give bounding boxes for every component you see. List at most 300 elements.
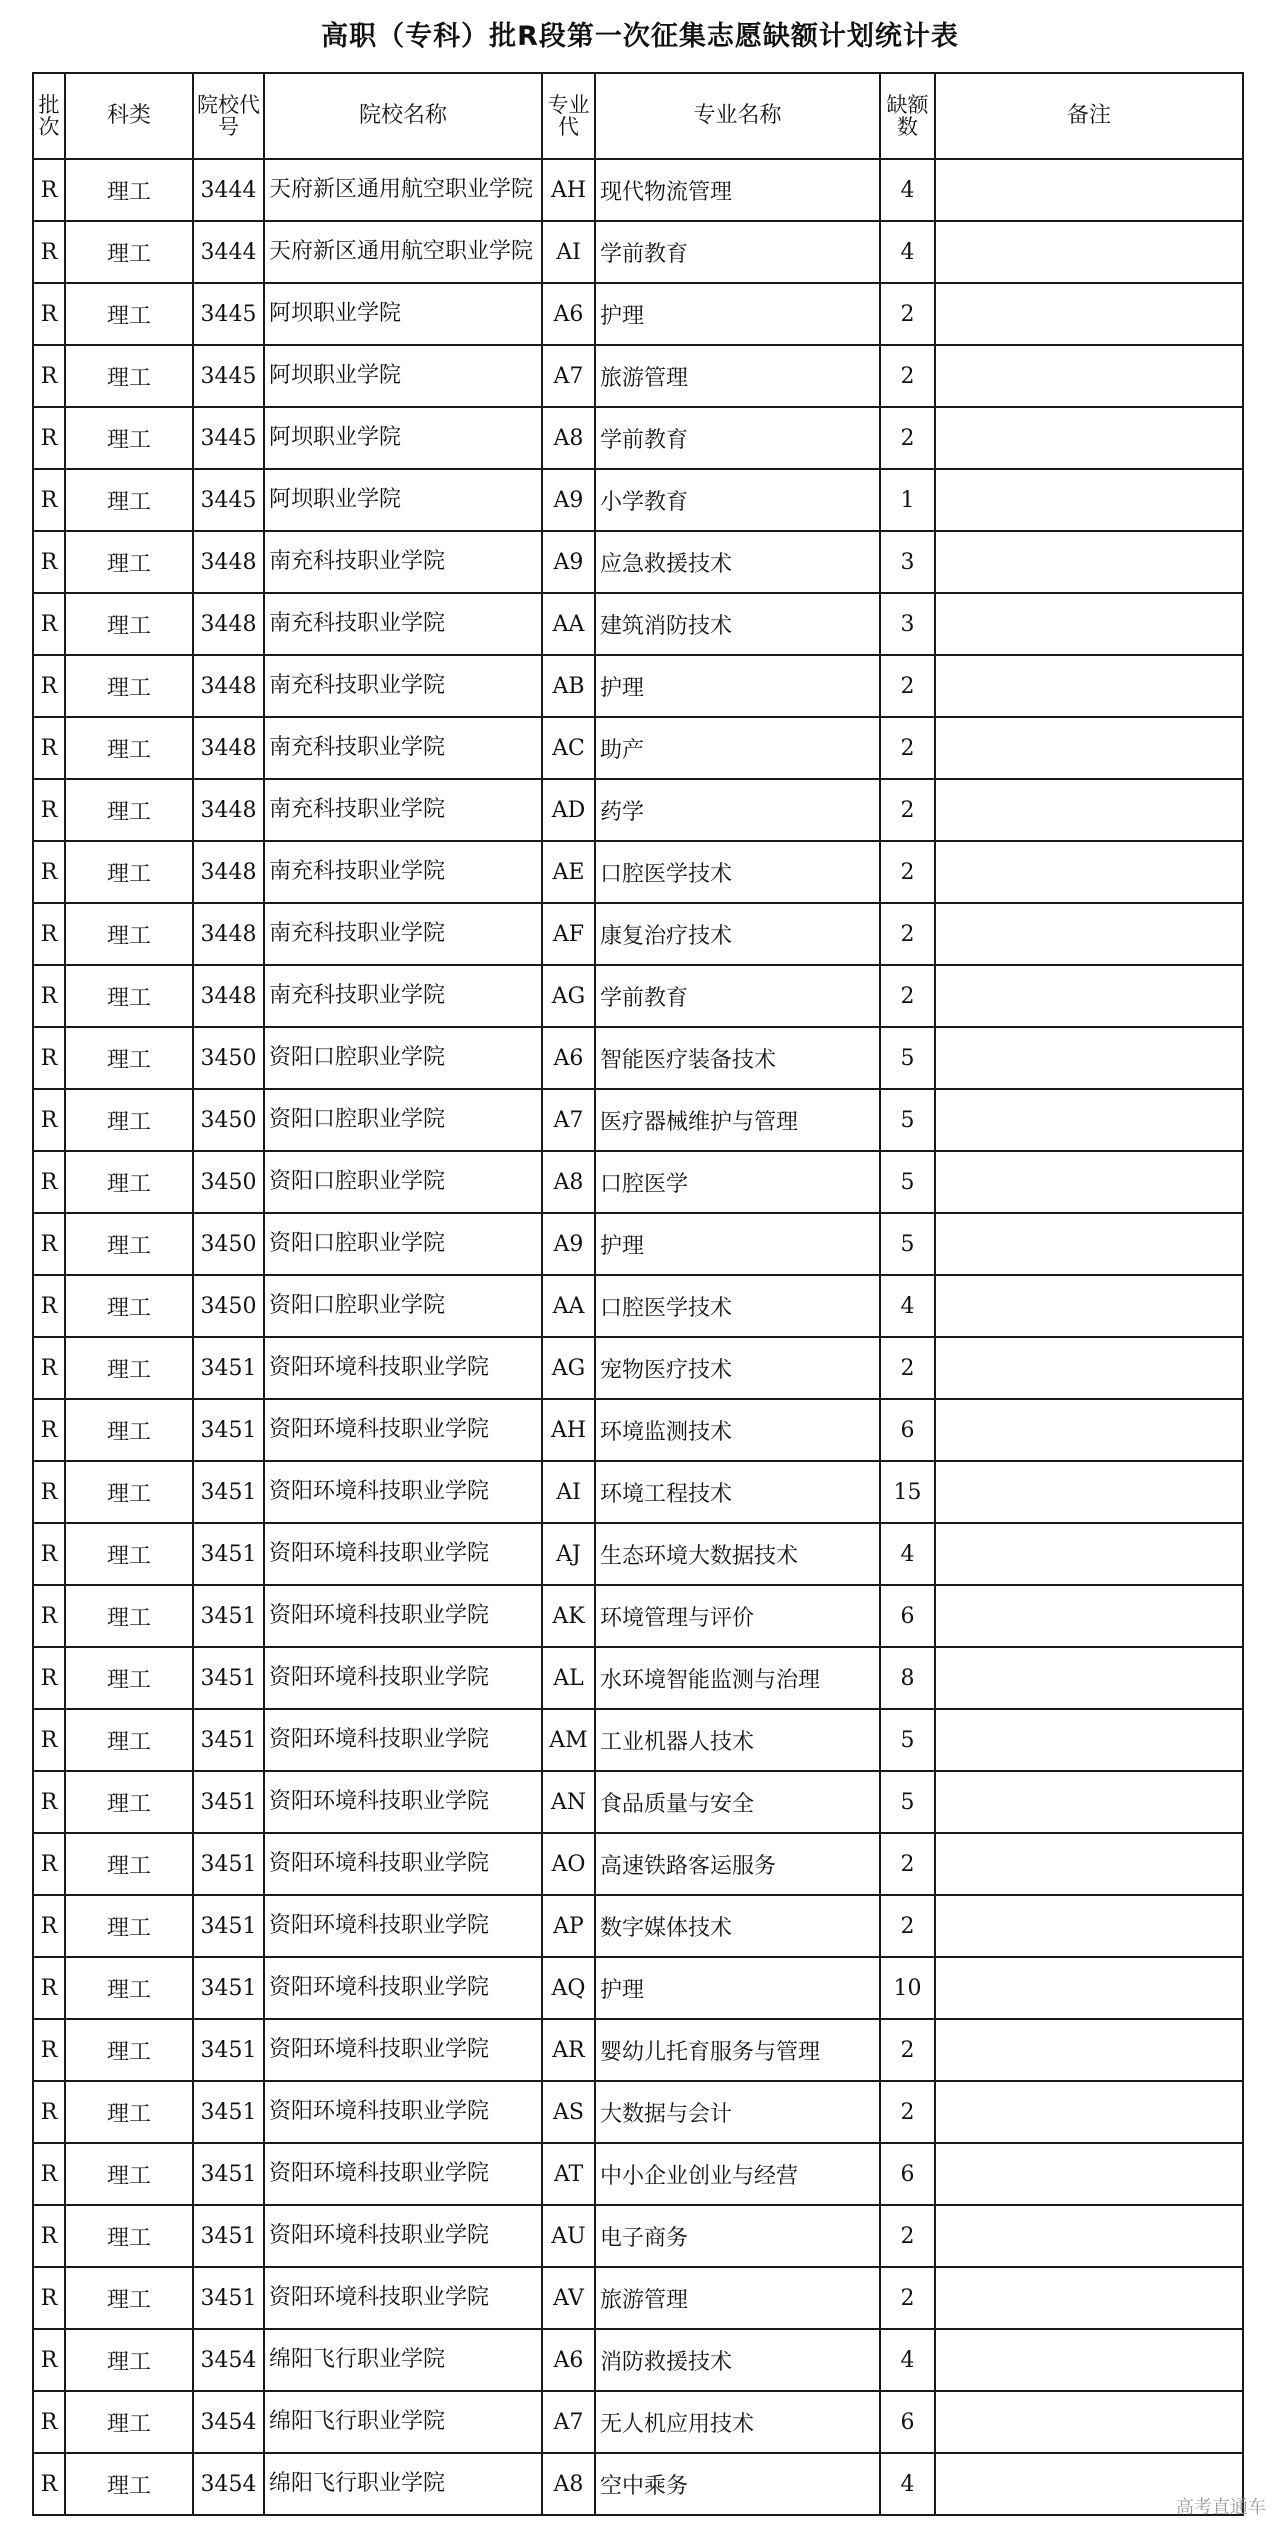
cell-vacancy: 2 [880, 1833, 935, 1895]
cell-vacancy: 5 [880, 1771, 935, 1833]
cell-school-name: 阿坝职业学院 [264, 469, 542, 531]
table-row [33, 2267, 1243, 2329]
cell-note [935, 841, 1243, 903]
cell-major-name: 助产 [595, 717, 880, 779]
cell-note [935, 1895, 1243, 1957]
cell-category: 理工 [65, 2267, 193, 2329]
cell-school-code: 3451 [193, 1957, 264, 2019]
table-row [33, 841, 1243, 903]
cell-batch: R [33, 717, 65, 779]
cell-category: 理工 [65, 221, 193, 283]
cell-major-code: AQ [542, 1957, 595, 2019]
cell-vacancy: 4 [880, 1275, 935, 1337]
cell-category: 理工 [65, 2081, 193, 2143]
table-row [33, 903, 1243, 965]
cell-school-name: 天府新区通用航空职业学院 [264, 221, 542, 283]
cell-major-code: AM [542, 1709, 595, 1771]
cell-note [935, 2205, 1243, 2267]
cell-note [935, 2329, 1243, 2391]
cell-major-name: 智能医疗装备技术 [595, 1027, 880, 1089]
cell-note [935, 1585, 1243, 1647]
cell-vacancy: 4 [880, 2329, 935, 2391]
table-row [33, 2019, 1243, 2081]
table-row [33, 1089, 1243, 1151]
cell-vacancy: 2 [880, 2081, 935, 2143]
header-school: 院校名称 [264, 73, 542, 159]
cell-school-code: 3454 [193, 2453, 264, 2515]
cell-school-name: 阿坝职业学院 [264, 345, 542, 407]
table-row [33, 1709, 1243, 1771]
header-code: 院校代号 [193, 73, 264, 159]
cell-vacancy: 2 [880, 1337, 935, 1399]
cell-vacancy: 10 [880, 1957, 935, 2019]
cell-major-code: AE [542, 841, 595, 903]
cell-note [935, 1523, 1243, 1585]
cell-school-name: 天府新区通用航空职业学院 [264, 159, 542, 221]
cell-batch: R [33, 1089, 65, 1151]
cell-school-name: 南充科技职业学院 [264, 717, 542, 779]
page-title: 高职（专科）批R段第一次征集志愿缺额计划统计表 [321, 21, 959, 52]
cell-major-name: 空中乘务 [595, 2453, 880, 2515]
cell-batch: R [33, 2329, 65, 2391]
cell-school-code: 3454 [193, 2329, 264, 2391]
cell-major-name: 口腔医学技术 [595, 841, 880, 903]
cell-school-code: 3448 [193, 965, 264, 1027]
cell-category: 理工 [65, 1585, 193, 1647]
table-row [33, 1833, 1243, 1895]
cell-note [935, 469, 1243, 531]
cell-vacancy: 5 [880, 1213, 935, 1275]
table-row [33, 1523, 1243, 1585]
cell-school-code: 3454 [193, 2391, 264, 2453]
cell-major-code: AI [542, 221, 595, 283]
cell-vacancy: 5 [880, 1151, 935, 1213]
header-batch: 批次 [33, 73, 65, 159]
cell-major-name: 环境监测技术 [595, 1399, 880, 1461]
table-row [33, 965, 1243, 1027]
table-row [33, 655, 1243, 717]
cell-batch: R [33, 1833, 65, 1895]
cell-school-name: 资阳环境科技职业学院 [264, 2205, 542, 2267]
cell-school-code: 3445 [193, 345, 264, 407]
cell-major-code: AP [542, 1895, 595, 1957]
cell-major-name: 学前教育 [595, 221, 880, 283]
table-row [33, 1337, 1243, 1399]
cell-major-code: A7 [542, 2391, 595, 2453]
cell-batch: R [33, 1461, 65, 1523]
cell-major-code: A9 [542, 469, 595, 531]
cell-vacancy: 1 [880, 469, 935, 531]
cell-school-name: 绵阳飞行职业学院 [264, 2453, 542, 2515]
cell-vacancy: 4 [880, 159, 935, 221]
table-row [33, 345, 1243, 407]
cell-category: 理工 [65, 965, 193, 1027]
table-row [33, 2391, 1243, 2453]
cell-category: 理工 [65, 1771, 193, 1833]
cell-major-name: 环境工程技术 [595, 1461, 880, 1523]
cell-major-code: AA [542, 1275, 595, 1337]
cell-school-name: 南充科技职业学院 [264, 655, 542, 717]
cell-vacancy: 4 [880, 221, 935, 283]
cell-batch: R [33, 1399, 65, 1461]
cell-batch: R [33, 655, 65, 717]
cell-category: 理工 [65, 469, 193, 531]
cell-vacancy: 4 [880, 1523, 935, 1585]
table-row [33, 2205, 1243, 2267]
cell-school-name: 资阳口腔职业学院 [264, 1213, 542, 1275]
cell-category: 理工 [65, 2329, 193, 2391]
cell-vacancy: 2 [880, 779, 935, 841]
cell-school-code: 3451 [193, 1461, 264, 1523]
cell-major-code: AN [542, 1771, 595, 1833]
cell-note [935, 2081, 1243, 2143]
cell-school-code: 3448 [193, 841, 264, 903]
cell-category: 理工 [65, 717, 193, 779]
table-row [33, 469, 1243, 531]
cell-category: 理工 [65, 2205, 193, 2267]
cell-major-name: 工业机器人技术 [595, 1709, 880, 1771]
cell-school-code: 3451 [193, 1647, 264, 1709]
cell-batch: R [33, 1709, 65, 1771]
cell-vacancy: 6 [880, 1585, 935, 1647]
cell-note [935, 1709, 1243, 1771]
cell-major-name: 环境管理与评价 [595, 1585, 880, 1647]
table-row [33, 407, 1243, 469]
cell-school-code: 3451 [193, 1895, 264, 1957]
cell-major-name: 康复治疗技术 [595, 903, 880, 965]
cell-batch: R [33, 2205, 65, 2267]
cell-school-name: 资阳环境科技职业学院 [264, 2081, 542, 2143]
cell-vacancy: 2 [880, 345, 935, 407]
cell-category: 理工 [65, 283, 193, 345]
table-row [33, 2143, 1243, 2205]
table-row [33, 1399, 1243, 1461]
cell-note [935, 2391, 1243, 2453]
cell-major-code: AF [542, 903, 595, 965]
cell-major-code: A8 [542, 2453, 595, 2515]
cell-note [935, 2267, 1243, 2329]
cell-category: 理工 [65, 159, 193, 221]
cell-major-code: AL [542, 1647, 595, 1709]
cell-major-name: 护理 [595, 1957, 880, 2019]
cell-vacancy: 2 [880, 2019, 935, 2081]
cell-category: 理工 [65, 2143, 193, 2205]
cell-note [935, 593, 1243, 655]
cell-major-name: 旅游管理 [595, 345, 880, 407]
table-row [33, 1771, 1243, 1833]
cell-batch: R [33, 1275, 65, 1337]
cell-major-code: AG [542, 965, 595, 1027]
cell-note [935, 2019, 1243, 2081]
cell-vacancy: 3 [880, 531, 935, 593]
cell-category: 理工 [65, 2391, 193, 2453]
cell-major-code: AD [542, 779, 595, 841]
cell-school-name: 资阳环境科技职业学院 [264, 1585, 542, 1647]
cell-school-name: 资阳环境科技职业学院 [264, 1895, 542, 1957]
cell-batch: R [33, 221, 65, 283]
cell-category: 理工 [65, 1213, 193, 1275]
cell-school-name: 资阳环境科技职业学院 [264, 1709, 542, 1771]
cell-major-code: A9 [542, 1213, 595, 1275]
cell-major-code: AK [542, 1585, 595, 1647]
cell-school-code: 3450 [193, 1213, 264, 1275]
table-row [33, 2453, 1243, 2515]
cell-note [935, 1647, 1243, 1709]
cell-major-code: AV [542, 2267, 595, 2329]
cell-school-name: 绵阳飞行职业学院 [264, 2391, 542, 2453]
cell-batch: R [33, 1895, 65, 1957]
cell-note [935, 1833, 1243, 1895]
cell-school-code: 3445 [193, 283, 264, 345]
header-category: 科类 [65, 73, 193, 159]
cell-category: 理工 [65, 345, 193, 407]
cell-batch: R [33, 1957, 65, 2019]
cell-vacancy: 6 [880, 1399, 935, 1461]
cell-school-name: 南充科技职业学院 [264, 779, 542, 841]
cell-major-name: 婴幼儿托育服务与管理 [595, 2019, 880, 2081]
table-row [33, 779, 1243, 841]
cell-note [935, 1151, 1243, 1213]
cell-major-code: A7 [542, 345, 595, 407]
cell-school-name: 南充科技职业学院 [264, 903, 542, 965]
cell-category: 理工 [65, 531, 193, 593]
cell-school-code: 3448 [193, 779, 264, 841]
table-body [33, 159, 1243, 2515]
cell-batch: R [33, 903, 65, 965]
cell-school-code: 3450 [193, 1027, 264, 1089]
cell-major-name: 现代物流管理 [595, 159, 880, 221]
cell-school-code: 3448 [193, 531, 264, 593]
cell-major-code: AB [542, 655, 595, 717]
table-row [33, 531, 1243, 593]
cell-major-name: 学前教育 [595, 965, 880, 1027]
table-row [33, 1647, 1243, 1709]
cell-school-code: 3450 [193, 1151, 264, 1213]
cell-school-name: 资阳环境科技职业学院 [264, 1833, 542, 1895]
cell-major-name: 应急救援技术 [595, 531, 880, 593]
cell-school-name: 资阳口腔职业学院 [264, 1089, 542, 1151]
cell-school-name: 南充科技职业学院 [264, 841, 542, 903]
cell-major-name: 宠物医疗技术 [595, 1337, 880, 1399]
cell-school-code: 3445 [193, 407, 264, 469]
cell-school-name: 阿坝职业学院 [264, 407, 542, 469]
cell-major-code: AH [542, 159, 595, 221]
cell-note [935, 1461, 1243, 1523]
cell-school-name: 阿坝职业学院 [264, 283, 542, 345]
cell-batch: R [33, 1771, 65, 1833]
header-major: 专业名称 [595, 73, 880, 159]
cell-major-name: 护理 [595, 283, 880, 345]
cell-batch: R [33, 159, 65, 221]
table-row [33, 593, 1243, 655]
cell-vacancy: 3 [880, 593, 935, 655]
cell-major-name: 大数据与会计 [595, 2081, 880, 2143]
cell-batch: R [33, 1585, 65, 1647]
table-row [33, 1151, 1243, 1213]
cell-school-code: 3451 [193, 1399, 264, 1461]
cell-school-name: 资阳环境科技职业学院 [264, 1523, 542, 1585]
cell-school-name: 资阳环境科技职业学院 [264, 1337, 542, 1399]
cell-batch: R [33, 593, 65, 655]
cell-major-name: 口腔医学 [595, 1151, 880, 1213]
cell-school-code: 3444 [193, 159, 264, 221]
cell-school-name: 资阳口腔职业学院 [264, 1275, 542, 1337]
cell-note [935, 283, 1243, 345]
cell-major-name: 消防救援技术 [595, 2329, 880, 2391]
cell-note [935, 965, 1243, 1027]
table-row [33, 1275, 1243, 1337]
cell-category: 理工 [65, 593, 193, 655]
cell-batch: R [33, 2143, 65, 2205]
cell-major-code: AH [542, 1399, 595, 1461]
cell-category: 理工 [65, 1337, 193, 1399]
cell-school-code: 3451 [193, 1709, 264, 1771]
cell-school-name: 南充科技职业学院 [264, 965, 542, 1027]
cell-category: 理工 [65, 1275, 193, 1337]
cell-school-code: 3451 [193, 1771, 264, 1833]
cell-category: 理工 [65, 407, 193, 469]
cell-school-code: 3451 [193, 1585, 264, 1647]
cell-school-name: 资阳口腔职业学院 [264, 1151, 542, 1213]
cell-major-code: A9 [542, 531, 595, 593]
cell-school-name: 资阳环境科技职业学院 [264, 2267, 542, 2329]
cell-category: 理工 [65, 1027, 193, 1089]
cell-major-name: 护理 [595, 1213, 880, 1275]
table-row [33, 1213, 1243, 1275]
cell-batch: R [33, 1647, 65, 1709]
cell-school-code: 3451 [193, 2205, 264, 2267]
cell-vacancy: 2 [880, 965, 935, 1027]
cell-school-name: 资阳口腔职业学院 [264, 1027, 542, 1089]
header-major-code: 专业代 [542, 73, 595, 159]
cell-school-name: 资阳环境科技职业学院 [264, 1461, 542, 1523]
cell-school-code: 3448 [193, 903, 264, 965]
cell-major-name: 生态环境大数据技术 [595, 1523, 880, 1585]
cell-note [935, 1213, 1243, 1275]
cell-school-name: 资阳环境科技职业学院 [264, 2143, 542, 2205]
cell-batch: R [33, 779, 65, 841]
cell-major-name: 医疗器械维护与管理 [595, 1089, 880, 1151]
cell-school-name: 资阳环境科技职业学院 [264, 1647, 542, 1709]
cell-category: 理工 [65, 1709, 193, 1771]
cell-major-name: 药学 [595, 779, 880, 841]
cell-note [935, 1027, 1243, 1089]
cell-school-name: 资阳环境科技职业学院 [264, 1771, 542, 1833]
table-row [33, 221, 1243, 283]
cell-school-code: 3451 [193, 1337, 264, 1399]
cell-school-name: 南充科技职业学院 [264, 531, 542, 593]
cell-major-code: A6 [542, 283, 595, 345]
cell-category: 理工 [65, 1647, 193, 1709]
cell-school-name: 绵阳飞行职业学院 [264, 2329, 542, 2391]
cell-batch: R [33, 1213, 65, 1275]
cell-category: 理工 [65, 655, 193, 717]
watermark: 高考直通车 [1176, 2497, 1266, 2518]
cell-major-code: A6 [542, 2329, 595, 2391]
cell-batch: R [33, 1027, 65, 1089]
cell-major-name: 建筑消防技术 [595, 593, 880, 655]
cell-batch: R [33, 283, 65, 345]
cell-major-name: 高速铁路客运服务 [595, 1833, 880, 1895]
table-row [33, 1585, 1243, 1647]
cell-batch: R [33, 1151, 65, 1213]
cell-vacancy: 2 [880, 283, 935, 345]
cell-vacancy: 2 [880, 2267, 935, 2329]
cell-school-code: 3448 [193, 717, 264, 779]
cell-school-name: 资阳环境科技职业学院 [264, 2019, 542, 2081]
header-vacancy: 缺额数 [880, 73, 935, 159]
cell-batch: R [33, 965, 65, 1027]
cell-school-code: 3444 [193, 221, 264, 283]
table-row [33, 717, 1243, 779]
cell-batch: R [33, 2391, 65, 2453]
cell-major-code: AC [542, 717, 595, 779]
cell-major-name: 食品质量与安全 [595, 1771, 880, 1833]
cell-major-code: AO [542, 1833, 595, 1895]
cell-school-code: 3451 [193, 1833, 264, 1895]
cell-category: 理工 [65, 1833, 193, 1895]
cell-vacancy: 2 [880, 717, 935, 779]
cell-major-code: AI [542, 1461, 595, 1523]
cell-school-name: 资阳环境科技职业学院 [264, 1399, 542, 1461]
cell-major-code: A7 [542, 1089, 595, 1151]
cell-vacancy: 2 [880, 407, 935, 469]
cell-note [935, 717, 1243, 779]
table-row [33, 1461, 1243, 1523]
cell-major-name: 无人机应用技术 [595, 2391, 880, 2453]
cell-category: 理工 [65, 1089, 193, 1151]
cell-category: 理工 [65, 1957, 193, 2019]
cell-batch: R [33, 841, 65, 903]
cell-major-code: AS [542, 2081, 595, 2143]
cell-note [935, 345, 1243, 407]
cell-category: 理工 [65, 841, 193, 903]
table-row [33, 2081, 1243, 2143]
cell-major-name: 学前教育 [595, 407, 880, 469]
cell-note [935, 531, 1243, 593]
cell-category: 理工 [65, 1523, 193, 1585]
cell-note [935, 1957, 1243, 2019]
cell-category: 理工 [65, 903, 193, 965]
cell-note [935, 407, 1243, 469]
table-row [33, 159, 1243, 221]
cell-major-name: 旅游管理 [595, 2267, 880, 2329]
cell-note [935, 221, 1243, 283]
cell-batch: R [33, 1337, 65, 1399]
cell-major-name: 水环境智能监测与治理 [595, 1647, 880, 1709]
cell-note [935, 903, 1243, 965]
cell-vacancy: 6 [880, 2391, 935, 2453]
cell-major-name: 小学教育 [595, 469, 880, 531]
cell-school-code: 3451 [193, 2143, 264, 2205]
cell-school-code: 3448 [193, 593, 264, 655]
cell-category: 理工 [65, 1461, 193, 1523]
cell-category: 理工 [65, 1151, 193, 1213]
cell-major-name: 数字媒体技术 [595, 1895, 880, 1957]
cell-school-code: 3451 [193, 2019, 264, 2081]
cell-vacancy: 8 [880, 1647, 935, 1709]
cell-batch: R [33, 2019, 65, 2081]
cell-major-code: AJ [542, 1523, 595, 1585]
cell-category: 理工 [65, 2019, 193, 2081]
cell-school-code: 3450 [193, 1275, 264, 1337]
cell-batch: R [33, 2453, 65, 2515]
cell-vacancy: 5 [880, 1709, 935, 1771]
cell-vacancy: 15 [880, 1461, 935, 1523]
cell-vacancy: 2 [880, 1895, 935, 1957]
cell-batch: R [33, 2267, 65, 2329]
cell-school-code: 3448 [193, 655, 264, 717]
